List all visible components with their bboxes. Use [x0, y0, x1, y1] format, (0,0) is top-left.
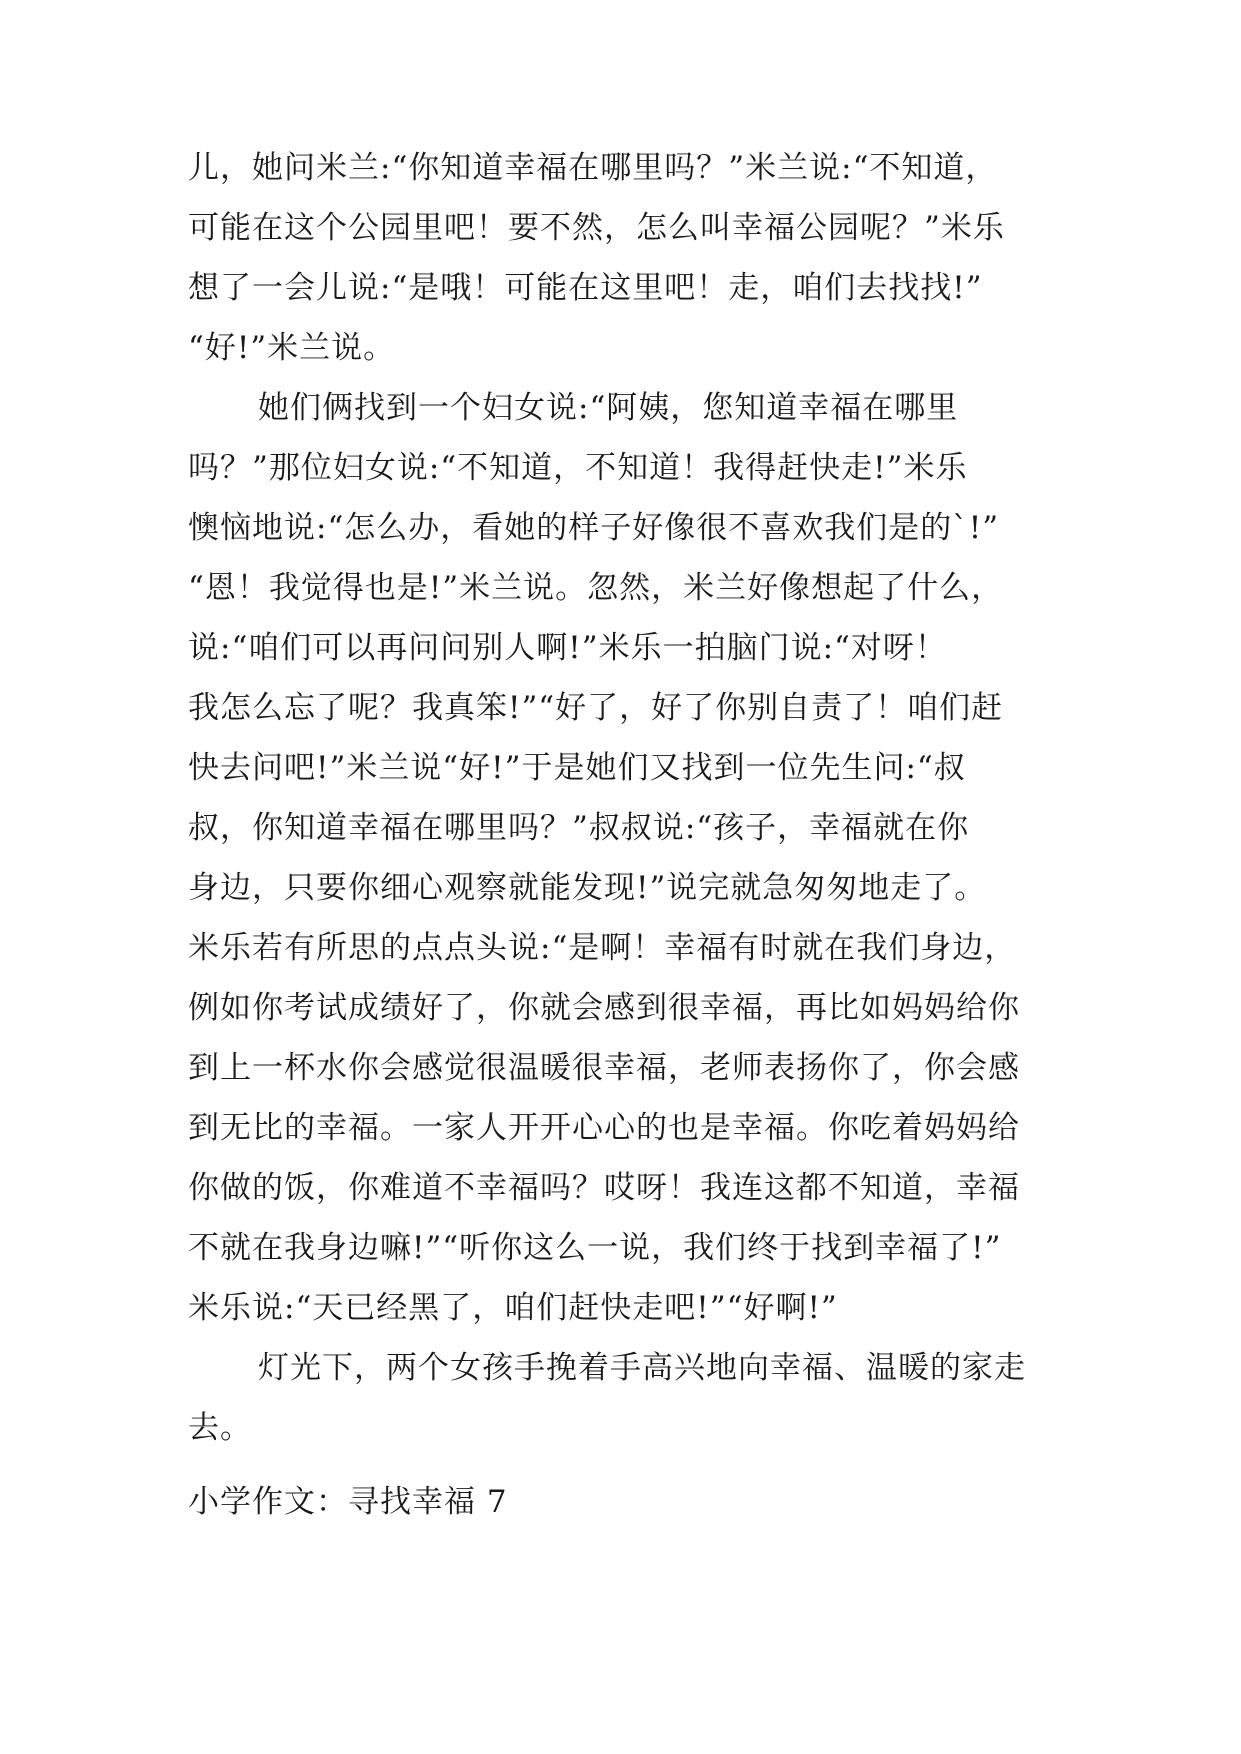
text-line: “好!”米兰说。	[188, 330, 396, 366]
text-line: “恩！我觉得也是!”米兰说。忽然，米兰好像想起了什么，	[188, 570, 1004, 606]
text-line: 吗？”那位妇女说:“不知道，不知道！我得赶快走!”米乐	[188, 450, 968, 486]
text-line: 想了一会儿说:“是哦！可能在这里吧！走，咱们去找找!”	[188, 270, 983, 306]
text-line: 到上一杯水你会感觉很温暖很幸福，老师表扬你了，你会感	[188, 1050, 1020, 1086]
text-line: 快去问吧!”米兰说“好!”于是她们又找到一位先生问:“叔	[188, 750, 966, 786]
text-line: 说:“咱们可以再问问别人啊!”米乐一拍脑门说:“对呀！	[188, 630, 947, 666]
text-line: 我怎么忘了呢？我真笨!”“好了，好了你别自责了！咱们赶	[188, 690, 1004, 726]
text-line: 叔，你知道幸福在哪里吗？”叔叔说:“孩子，幸福就在你	[188, 810, 970, 846]
text-line: 儿，她问米兰:“你知道幸福在哪里吗？”米兰说:“不知道，	[188, 150, 998, 186]
text-line: 例如你考试成绩好了，你就会感到很幸福，再比如妈妈给你	[188, 990, 1020, 1026]
text-line: 你做的饭，你难道不幸福吗？哎呀！我连这都不知道，幸福	[188, 1170, 1020, 1206]
text-line: 身边，只要你细心观察就能发现!”说完就急匆匆地走了。	[188, 870, 987, 906]
paragraph-start-line: 灯光下，两个女孩手挽着手高兴地向幸福、温暖的家走	[258, 1350, 1026, 1386]
essay-body	[188, 138, 1088, 1458]
text-line: 不就在我身边嘛!”“听你这么一说，我们终于找到幸福了!”	[188, 1230, 1002, 1266]
paragraph-start-line: 她们俩找到一个妇女说:“阿姨，您知道幸福在哪里	[258, 390, 959, 426]
text-line: 懊恼地说:“怎么办，看她的样子好像很不喜欢我们是的`!”	[188, 510, 1000, 546]
text-line: 米乐说:“天已经黑了，咱们赶快走吧!”“好啊!”	[188, 1290, 838, 1326]
section-heading: 小学作文：寻找幸福 7	[188, 1484, 508, 1520]
text-line: 米乐若有所思的点点头说:“是啊！幸福有时就在我们身边，	[188, 930, 1017, 966]
text-line: 去。	[188, 1410, 252, 1446]
text-line: 可能在这个公园里吧！要不然，怎么叫幸福公园呢？”米乐	[188, 210, 1005, 246]
text-line: 到无比的幸福。一家人开开心心的也是幸福。你吃着妈妈给	[188, 1110, 1020, 1146]
